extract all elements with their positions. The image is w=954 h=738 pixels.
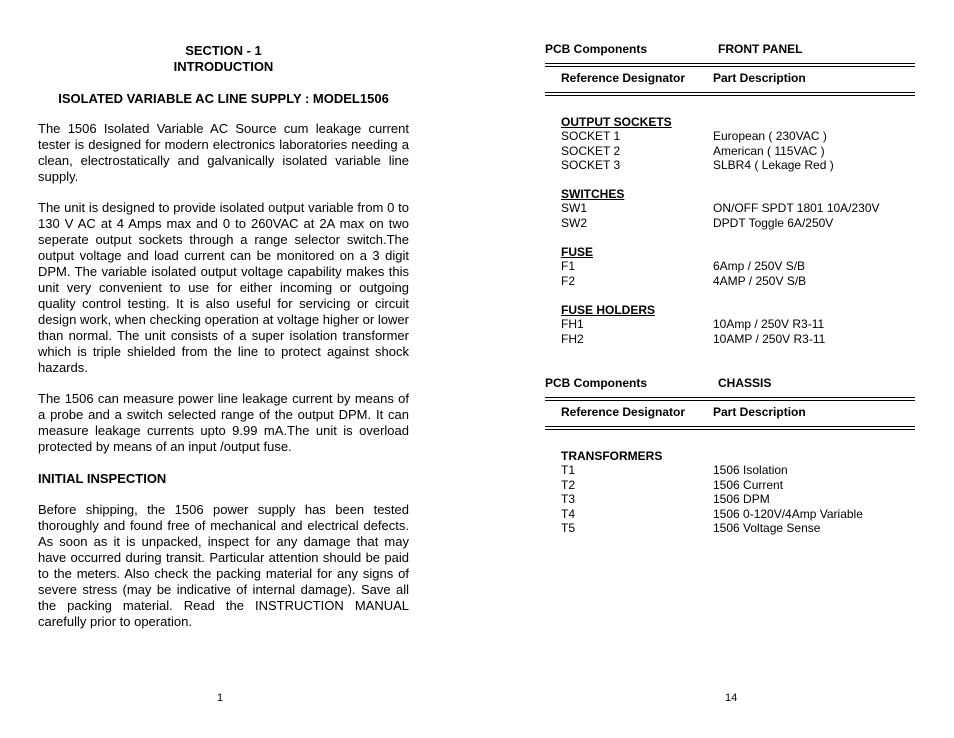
ref-sw2: SW2 — [561, 216, 588, 230]
ref-fh1: FH1 — [561, 317, 584, 331]
page-number-right: 14 — [725, 692, 738, 704]
section-title: INTRODUCTION — [173, 59, 274, 74]
desc-sw1: ON/OFF SPDT 1801 10A/230V — [713, 201, 880, 215]
ref-socket-2: SOCKET 2 — [561, 144, 621, 158]
ref-f1: F1 — [561, 259, 576, 273]
front-table-title: PCB Components — [545, 42, 647, 56]
front-col-desc-header: Part Description — [713, 71, 806, 85]
group-output-sockets: OUTPUT SOCKETS — [561, 115, 672, 129]
group-fuse-holders: FUSE HOLDERS — [561, 303, 656, 317]
front-col-ref-header: Reference Designator — [561, 71, 686, 85]
chassis-table-title: PCB Components — [545, 376, 647, 390]
chassis-col-desc-header: Part Description — [713, 405, 806, 419]
ref-t2: T2 — [561, 478, 576, 492]
ref-t3: T3 — [561, 492, 576, 506]
ref-t1: T1 — [561, 463, 576, 477]
intro-paragraph-1: The 1506 Isolated Variable AC Source cum leakage current tester is designed for modern electronics laboratories needing a clean, electrostatically and galvanically isolated variable line supply. — [38, 121, 409, 184]
ref-sw1: SW1 — [561, 201, 588, 215]
desc-t4: 1506 0-120V/4Amp Variable — [713, 507, 863, 521]
ref-socket-3: SOCKET 3 — [561, 158, 621, 172]
group-fuse: FUSE — [561, 245, 594, 259]
desc-t1: 1506 Isolation — [713, 463, 788, 477]
desc-fh1: 10Amp / 250V R3-11 — [713, 317, 825, 331]
inspection-paragraph: Before shipping, the 1506 power supply has been tested thoroughly and found free of mechanical and electrical defects. As soon as it is unpacked, inspect for any damage that may have occurred during transit. Particular attention should be paid to the meters. Also check the packing material for any signs of severe stress (may be indicative of internal damage). Save all the packing material. Read the INSTRUCTION MANUAL carefully prior to operation. — [38, 502, 409, 629]
intro-paragraph-2: The unit is designed to provide isolated output variable from 0 to 130 V AC at 4 Amps max and 0 to 260VAC at 2A max on two seperate output sockets through a range selector switch.The output voltage and load current can be monitored on a 3 digit DPM. The variable isolated output voltage capability makes this unit very convenient to use for either incoming or outgoing quality control testing. It is also useful for servicing or circuit design work, when checking operation at voltage higher or lower than normal. The unit consists of a super isolation transformer which is triple shielded from the line to protect against shock hazards. — [38, 200, 409, 375]
ref-t5: T5 — [561, 521, 576, 535]
desc-t2: 1506 Current — [713, 478, 784, 492]
desc-t5: 1506 Voltage Sense — [713, 521, 821, 535]
chassis-col-ref-header: Reference Designator — [561, 405, 686, 419]
desc-socket-1: European ( 230VAC ) — [713, 129, 827, 143]
group-switches: SWITCHES — [561, 187, 625, 201]
ref-t4: T4 — [561, 507, 576, 521]
ref-fh2: FH2 — [561, 332, 584, 346]
intro-paragraph-3: The 1506 can measure power line leakage current by means of a probe and a switch selected range of the output DPM. It can measure leakage currents upto 9.99 mA.The unit is overload protected by means of an input /output fuse. — [38, 391, 409, 454]
desc-f1: 6Amp / 250V S/B — [713, 259, 806, 273]
chassis-rule-bottom — [545, 426, 915, 430]
desc-f2: 4AMP / 250V S/B — [713, 274, 807, 288]
desc-t3: 1506 DPM — [713, 492, 770, 506]
inspection-heading: INITIAL INSPECTION — [38, 471, 167, 486]
section-number: SECTION - 1 — [185, 43, 262, 58]
desc-sw2: DPDT Toggle 6A/250V — [713, 216, 834, 230]
document-heading: ISOLATED VARIABLE AC LINE SUPPLY : MODEL1506 — [58, 91, 389, 106]
front-rule-top — [545, 63, 915, 67]
desc-socket-2: American ( 115VAC ) — [713, 144, 825, 158]
ref-socket-1: SOCKET 1 — [561, 129, 621, 143]
front-table-subtitle: FRONT PANEL — [718, 42, 803, 56]
ref-f2: F2 — [561, 274, 576, 288]
desc-socket-3: SLBR4 ( Lekage Red ) — [713, 158, 834, 172]
chassis-rule-top — [545, 397, 915, 401]
chassis-table-subtitle: CHASSIS — [718, 376, 772, 390]
group-transformers: TRANSFORMERS — [561, 449, 663, 463]
front-rule-bottom — [545, 92, 915, 96]
desc-fh2: 10AMP / 250V R3-11 — [713, 332, 826, 346]
page-number-left: 1 — [217, 692, 224, 704]
